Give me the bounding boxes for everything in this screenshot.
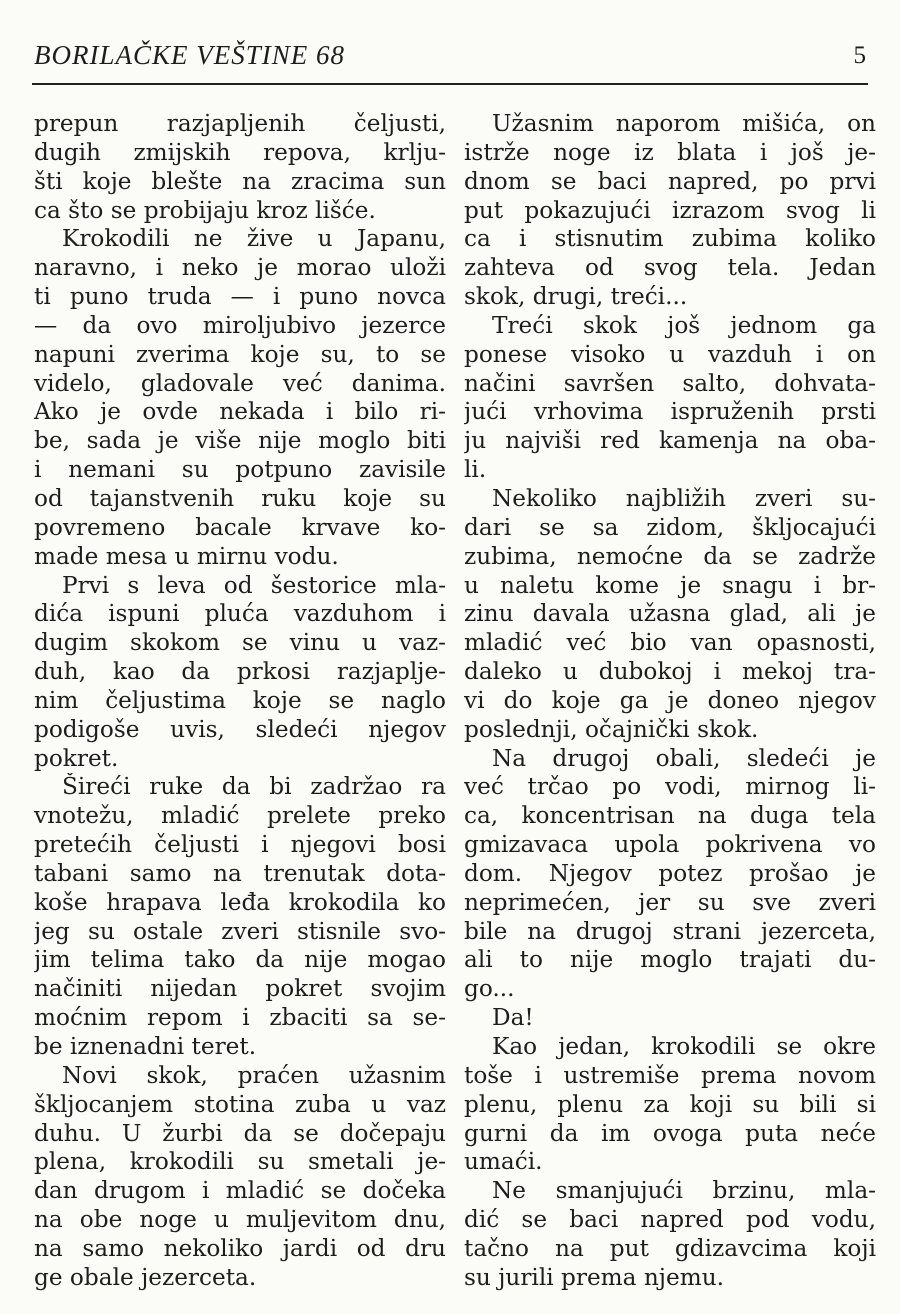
text-line: tačno na put gdizavcima koji	[464, 1234, 876, 1262]
text-line: umaći.	[464, 1148, 543, 1176]
text-line: zubima, nemoćne da se zadrže	[464, 542, 876, 570]
text-line: Treći skok još jednom ga	[492, 311, 876, 339]
text-line: plena, krokodili su smetali je-	[34, 1148, 446, 1176]
header-rule	[32, 83, 868, 85]
text-line: videlo, gladovale već danima.	[34, 369, 446, 397]
text-line: i nemani su potpuno zavisile	[34, 456, 446, 484]
page-number: 5	[853, 42, 866, 69]
text-line: Na drugoj obali, sledeći je	[492, 744, 876, 772]
text-line: jući vrhovima ispruženih prsti	[464, 398, 876, 426]
text-line: Ako je ovde nekada i bilo ri-	[34, 398, 446, 426]
text-line: zinu davala užasna glad, ali je	[464, 600, 876, 628]
text-line: vi do koje ga je doneo njegov	[464, 686, 876, 714]
text-line: bile na drugoj strani jezerceta,	[464, 917, 876, 945]
text-line: moćnim repom i zbaciti sa se-	[34, 1004, 446, 1032]
text-line: prepun razjapljenih čeljusti,	[34, 110, 446, 137]
text-line: naravno, i neko je morao uloži	[34, 254, 446, 282]
running-title: BORILAČKE VEŠTINE 68	[34, 40, 345, 70]
text-line: napuni zverima koje su, to se	[34, 340, 446, 368]
text-line: dugih zmijskih repova, krlju-	[34, 138, 446, 166]
text-line: jeg su ostale zveri stisnile svo-	[34, 917, 446, 945]
text-line: dića ispuni pluća vazduhom i	[34, 600, 446, 628]
text-line: gmizavaca upola pokrivena vo	[464, 831, 876, 859]
text-line: toše i ustremiše prema novom	[464, 1061, 876, 1089]
text-line: Ne smanjujući brzinu, mla-	[492, 1177, 876, 1205]
text-line: na obe noge u muljevitom dnu,	[34, 1206, 446, 1234]
text-line: — da ovo miroljubivo jezerce	[34, 311, 446, 339]
text-line: zahteva od svog tela. Jedan	[464, 254, 876, 282]
text-line: gurni da im ovoga puta neće	[464, 1119, 876, 1147]
text-line: načiniti nijedan pokret svojim	[34, 975, 446, 1003]
text-line: dugim skokom se vinu u vaz-	[34, 629, 446, 657]
text-line: ti puno truda — i puno novca	[34, 283, 446, 311]
text-line: podigoše uvis, sledeći njegov	[34, 715, 446, 743]
text-line: go...	[464, 975, 515, 1003]
text-line: Kao jedan, krokodili se okre	[492, 1033, 876, 1060]
text-line: nim čeljustima koje se naglo	[34, 686, 446, 714]
text-line: duh, kao da prkosi razjaplje-	[34, 658, 446, 686]
text-line: jim telima tako da nije mogao	[34, 946, 446, 974]
text-line: pretećih čeljusti i njegovi bosi	[34, 831, 446, 859]
text-line: ca i stisnutim zubima koliko	[464, 225, 876, 253]
text-line: vnotežu, mladić prelete preko	[34, 802, 446, 830]
text-line: duhu. U žurbi da se dočepaju	[34, 1119, 446, 1147]
text-line: Nekoliko najbližih zveri su-	[492, 484, 876, 512]
text-line: ali to nije moglo trajati du-	[464, 946, 876, 974]
text-line: neprimećen, jer su sve zveri	[464, 888, 876, 916]
text-line: Novi skok, praćen užasnim	[62, 1061, 446, 1089]
text-line: šti koje blešte na zracima sun	[34, 167, 446, 195]
text-line: daleko u dubokoj i mekoj tra-	[464, 658, 876, 686]
text-line: Šireći ruke da bi zadržao ra	[62, 773, 446, 801]
text-line: pokret.	[34, 744, 119, 772]
text-line: tabani samo na trenutak dota-	[34, 859, 446, 887]
text-line: dić se baci napred pod vodu,	[464, 1206, 876, 1234]
text-line: na samo nekoliko jardi od dru	[34, 1234, 446, 1262]
text-line: od tajanstvenih ruku koje su	[34, 484, 446, 512]
text-line: put pokazujući izrazom svog li	[464, 196, 876, 224]
text-line: ca što se probijaju kroz lišće.	[34, 196, 376, 224]
right-column	[464, 110, 876, 1293]
text-line: be, sada je više nije moglo biti	[34, 427, 446, 455]
text-line: Krokodili ne žive u Japanu,	[62, 225, 446, 253]
text-line: u naletu kome je snagu i br-	[464, 571, 876, 599]
text-line: već trčao po vodi, mirnog li-	[464, 773, 876, 801]
page-header	[34, 40, 866, 80]
text-line: be iznenadni teret.	[34, 1033, 257, 1060]
text-line: Da!	[492, 1004, 534, 1032]
text-line: ponese visoko u vazduh i on	[464, 340, 876, 368]
text-line: povremeno bacale krvave ko-	[34, 513, 446, 541]
text-line: su jurili prema njemu.	[464, 1263, 724, 1291]
text-line: dari se sa zidom, škljocajući	[464, 513, 876, 541]
text-line: škljocanjem stotina zuba u vaz	[34, 1090, 446, 1118]
text-line: ju najviši red kamenja na oba-	[464, 427, 876, 455]
text-line: made mesa u mirnu vodu.	[34, 542, 339, 570]
text-line: načini savršen salto, dohvata-	[464, 369, 876, 397]
text-line: istrže noge iz blata i još je-	[464, 138, 876, 166]
text-line: skok, drugi, treći...	[464, 283, 688, 311]
left-column	[34, 110, 446, 1293]
text-line: ca, koncentrisan na duga tela	[464, 802, 876, 830]
text-line: dan drugom i mladić se dočeka	[34, 1177, 446, 1205]
text-line: Užasnim naporom mišića, on	[492, 110, 876, 137]
text-line: plenu, plenu za koji su bili si	[464, 1090, 876, 1118]
text-line: ge obale jezerceta.	[34, 1263, 257, 1291]
text-line: mladić već bio van opasnosti,	[464, 629, 876, 657]
text-line: poslednji, očajnički skok.	[464, 715, 759, 743]
text-line: dom. Njegov potez prošao je	[464, 859, 876, 887]
text-line: li.	[464, 456, 487, 484]
text-line: Prvi s leva od šestorice mla-	[62, 571, 446, 599]
text-line: koše hrapava leđa krokodila ko	[34, 888, 446, 916]
text-line: dnom se baci napred, po prvi	[464, 167, 876, 195]
